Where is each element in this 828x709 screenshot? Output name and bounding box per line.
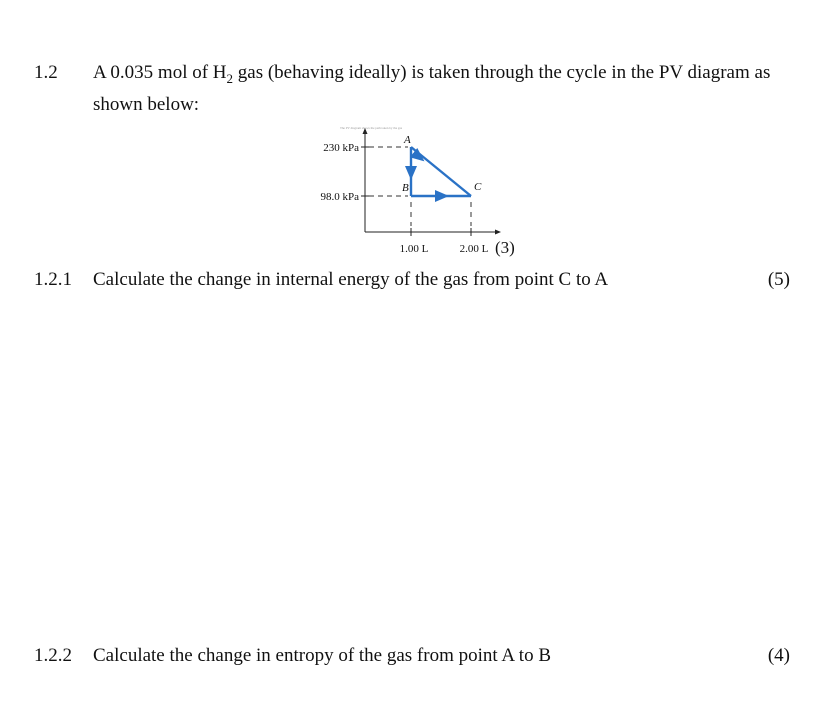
label-230kpa: 230 kPa [323, 142, 359, 154]
question-text-1-2-post: gas (behaving ideally) is taken through the cycle in the PV diagram as [233, 62, 771, 83]
question-text-1-2-line2: shown below: [93, 94, 200, 115]
marks-1-2-1: (5) [767, 269, 790, 290]
pv-diagram [300, 120, 530, 262]
diagram-header-text: The PV diagram shows the path taken by the gas [340, 126, 403, 130]
question-number-1-2-1: 1.2.1 [34, 269, 72, 290]
point-b-label: B [402, 182, 409, 194]
question-text-1-2-1: Calculate the change in internal energy of the gas from point C to A [93, 269, 609, 290]
question-number-1-2-2: 1.2.2 [34, 645, 72, 666]
marks-1-2-2: (4) [767, 645, 790, 666]
path-c-to-a [411, 147, 471, 196]
question-text-1-2-line1 [93, 61, 770, 91]
label-2L: 2.00 L [459, 243, 489, 255]
point-a-label: A [404, 134, 411, 146]
question-number-1-2: 1.2 [34, 62, 58, 83]
point-c-label: C [474, 181, 482, 193]
figure-ref: (3) [495, 238, 515, 257]
label-98kpa: 98.0 kPa [320, 191, 359, 203]
label-1L: 1.00 L [399, 243, 429, 255]
h2-subscript: 2 [226, 70, 234, 86]
question-text-1-2-2: Calculate the change in entropy of the gas from point A to B [93, 645, 552, 666]
question-text-1-2-pre: A 0.035 mol of H [93, 62, 227, 83]
